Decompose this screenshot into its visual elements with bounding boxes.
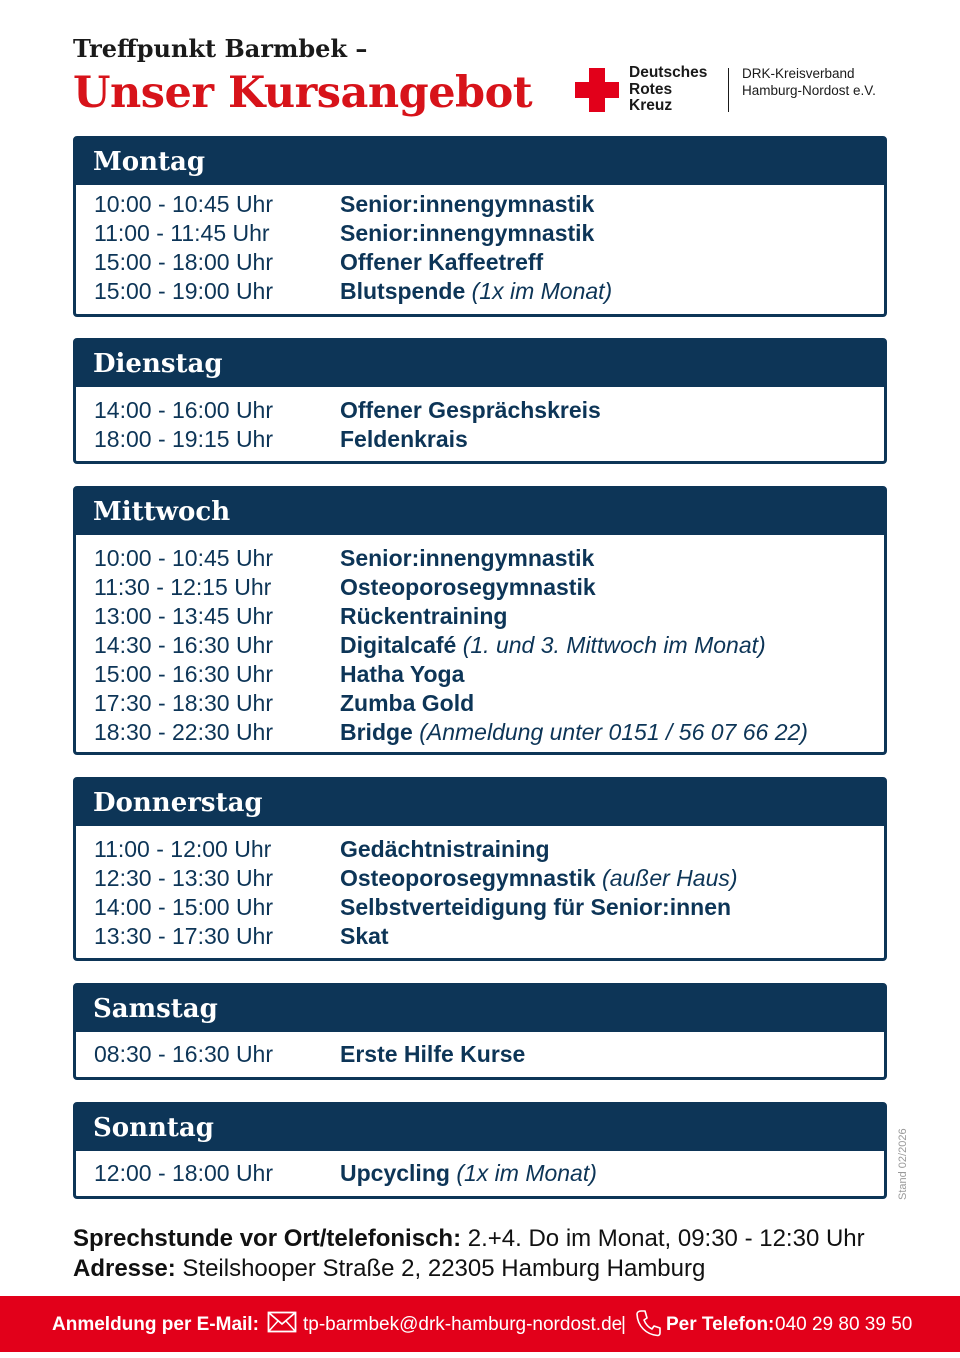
course-name: Upcycling (1x im Monat) bbox=[340, 1160, 597, 1186]
course-name: Offener Gesprächskreis bbox=[340, 397, 601, 423]
time-range: 12:00 - 18:00 Uhr bbox=[94, 1160, 274, 1186]
time-range: 14:00 - 15:00 Uhr bbox=[94, 894, 274, 920]
time-range: 11:00 - 11:45 Uhr bbox=[94, 220, 270, 246]
logo-name: Deutsches Rotes Kreuz bbox=[629, 64, 708, 114]
course-note: (1x im Monat) bbox=[456, 1160, 597, 1186]
course-name: Hatha Yoga bbox=[340, 661, 465, 687]
drk-logo bbox=[575, 64, 895, 116]
time-range: 17:30 - 18:30 Uhr bbox=[94, 690, 274, 716]
course-name: Gedächtnistraining bbox=[340, 836, 550, 862]
consultation-value: 2.+4. Do im Monat, 09:30 - 12:30 Uhr bbox=[467, 1225, 865, 1252]
consultation-hours bbox=[73, 1225, 865, 1253]
envelope-icon bbox=[267, 1310, 297, 1334]
course-name: Rückentraining bbox=[340, 603, 508, 629]
phone-number[interactable]: 040 29 80 39 50 bbox=[775, 1314, 913, 1335]
course-name: Osteoporosegymnastik bbox=[340, 574, 596, 600]
consultation-label: Sprechstunde vor Ort/telefonisch: bbox=[73, 1225, 462, 1252]
course-note: (1x im Monat) bbox=[471, 278, 613, 304]
course-note: (Anmeldung unter 0151 / 56 07 66 22) bbox=[419, 719, 808, 745]
schedule-row bbox=[76, 190, 884, 219]
course-name: Zumba Gold bbox=[340, 690, 475, 716]
address-value: Steilshooper Straße 2, 22305 Hamburg Hamburg bbox=[182, 1255, 706, 1282]
phone-icon bbox=[635, 1309, 661, 1337]
day-card-montag bbox=[73, 136, 887, 317]
time-range: 18:00 - 19:15 Uhr bbox=[94, 426, 274, 452]
logo-organisation: DRK-Kreisverband Hamburg-Nordost e.V. bbox=[742, 66, 876, 98]
course-name: Feldenkrais bbox=[340, 426, 468, 452]
time-range: 14:00 - 16:00 Uhr bbox=[94, 397, 274, 423]
schedule-row bbox=[76, 1159, 884, 1188]
course-name: Senior:innengymnastik bbox=[340, 191, 595, 217]
day-card-donnerstag bbox=[73, 777, 887, 961]
schedule-row bbox=[76, 544, 884, 573]
schedule-row bbox=[76, 277, 884, 306]
day-card-samstag bbox=[73, 983, 887, 1080]
course-name: Skat bbox=[340, 923, 389, 949]
time-range: 10:00 - 10:45 Uhr bbox=[94, 191, 274, 217]
time-range: 13:30 - 17:30 Uhr bbox=[94, 923, 274, 949]
time-range: 15:00 - 18:00 Uhr bbox=[94, 249, 274, 275]
course-note: (1. und 3. Mittwoch im Monat) bbox=[462, 632, 766, 658]
schedule-row bbox=[76, 689, 884, 718]
day-heading: Mittwoch bbox=[76, 489, 884, 535]
course-name: Osteoporosegymnastik (außer Haus) bbox=[340, 865, 738, 891]
time-range: 18:30 - 22:30 Uhr bbox=[94, 719, 274, 745]
day-heading: Montag bbox=[76, 139, 884, 185]
course-name: Erste Hilfe Kurse bbox=[340, 1041, 526, 1067]
time-range: 11:00 - 12:00 Uhr bbox=[94, 836, 272, 862]
schedule-row bbox=[76, 396, 884, 425]
time-range: 12:30 - 13:30 Uhr bbox=[94, 865, 274, 891]
page-title: Unser Kursangebot bbox=[73, 68, 533, 118]
schedule-row bbox=[76, 602, 884, 631]
schedule-row bbox=[76, 835, 884, 864]
schedule-row bbox=[76, 660, 884, 689]
schedule-row bbox=[76, 718, 884, 747]
email-link[interactable]: tp-barmbek@drk-hamburg-nordost.de bbox=[303, 1314, 623, 1335]
schedule-row bbox=[76, 1040, 884, 1069]
schedule-row bbox=[76, 573, 884, 602]
day-heading: Sonntag bbox=[76, 1105, 884, 1151]
course-name: Offener Kaffeetreff bbox=[340, 249, 544, 275]
footer-separator: | bbox=[621, 1314, 626, 1335]
day-card-mittwoch bbox=[73, 486, 887, 755]
course-name: Selbstverteidigung für Senior:innen bbox=[340, 894, 732, 920]
time-range: 14:30 - 16:30 Uhr bbox=[94, 632, 274, 658]
time-range: 13:00 - 13:45 Uhr bbox=[94, 603, 274, 629]
page-subtitle: Treffpunkt Barmbek – bbox=[73, 34, 368, 63]
schedule-row bbox=[76, 219, 884, 248]
time-range: 11:30 - 12:15 Uhr bbox=[94, 574, 272, 600]
address bbox=[73, 1255, 705, 1283]
time-range: 08:30 - 16:30 Uhr bbox=[94, 1041, 274, 1067]
version-stamp: Stand 02/2026 bbox=[897, 1128, 909, 1200]
email-label: Anmeldung per E-Mail: bbox=[52, 1314, 259, 1335]
course-name: Digitalcafé (1. und 3. Mittwoch im Monat) bbox=[340, 632, 766, 658]
day-card-sonntag bbox=[73, 1102, 887, 1199]
day-card-dienstag bbox=[73, 338, 887, 464]
course-name: Blutspende (1x im Monat) bbox=[340, 278, 613, 304]
phone-label: Per Telefon: bbox=[666, 1314, 775, 1335]
course-name: Senior:innengymnastik bbox=[340, 545, 595, 571]
day-heading: Dienstag bbox=[76, 341, 884, 387]
schedule-row bbox=[76, 893, 884, 922]
schedule-row bbox=[76, 631, 884, 660]
day-heading: Samstag bbox=[76, 986, 884, 1032]
course-note: (außer Haus) bbox=[602, 865, 738, 891]
schedule-row bbox=[76, 922, 884, 951]
address-label: Adresse: bbox=[73, 1255, 176, 1282]
day-heading: Donnerstag bbox=[76, 780, 884, 826]
course-name: Senior:innengymnastik bbox=[340, 220, 595, 246]
time-range: 15:00 - 16:30 Uhr bbox=[94, 661, 274, 687]
time-range: 10:00 - 10:45 Uhr bbox=[94, 545, 274, 571]
time-range: 15:00 - 19:00 Uhr bbox=[94, 278, 274, 304]
logo-divider bbox=[728, 68, 729, 112]
schedule-row bbox=[76, 425, 884, 454]
schedule-row bbox=[76, 864, 884, 893]
footer-bar bbox=[0, 1296, 960, 1352]
course-name: Bridge (Anmeldung unter 0151 / 56 07 66 22) bbox=[340, 719, 808, 745]
schedule-row bbox=[76, 248, 884, 277]
